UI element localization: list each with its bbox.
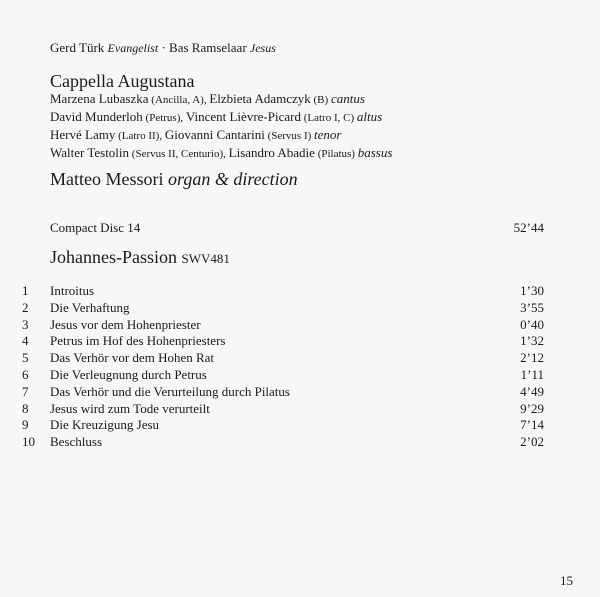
page-number: 15 xyxy=(560,573,573,588)
track-row xyxy=(22,283,544,300)
singer-evangelist: Gerd Türk xyxy=(50,40,105,55)
track-duration: 3’55 xyxy=(520,299,544,315)
track-row xyxy=(22,350,544,367)
role-note: (Pilatus) xyxy=(314,148,358,160)
track-title: Petrus im Hof des Hohenpriesters xyxy=(50,333,226,349)
track-duration: 7’14 xyxy=(520,417,544,433)
role-note: (Petrus), xyxy=(142,112,186,124)
member-row xyxy=(50,144,392,162)
track-row xyxy=(22,367,544,384)
singer-jesus: Bas Ramselaar xyxy=(169,40,247,55)
track-title: Die Kreuzigung Jesu xyxy=(50,417,160,433)
track-row xyxy=(22,317,544,334)
track-duration: 4’49 xyxy=(520,383,544,399)
disc-label: Compact Disc 14 xyxy=(50,220,141,235)
soloists-line xyxy=(50,39,276,57)
singer-name: Elzbieta Adamczyk xyxy=(209,91,311,106)
track-title: Beschluss xyxy=(50,434,102,450)
track-duration: 0’40 xyxy=(520,316,544,332)
work-title: Johannes-Passion xyxy=(50,247,177,267)
track-row xyxy=(22,300,544,317)
voice-part: bassus xyxy=(357,145,393,160)
voice-part: cantus xyxy=(330,91,365,106)
voice-part: tenor xyxy=(314,127,342,142)
singer-name: Giovanni Cantarini xyxy=(164,127,265,142)
track-title: Introitus xyxy=(50,283,95,298)
singer-name: Walter Testolin xyxy=(50,145,130,160)
track-title: Die Verleugnung durch Petrus xyxy=(50,366,207,382)
credits-separator: · xyxy=(161,40,166,55)
track-row xyxy=(22,434,544,451)
track-number: 7 xyxy=(22,383,29,399)
director-line xyxy=(50,168,298,190)
track-number: 8 xyxy=(22,400,29,416)
track-number: 10 xyxy=(22,434,35,450)
track-duration: 1’30 xyxy=(520,283,544,298)
track-row xyxy=(22,384,544,401)
track-duration: 2’02 xyxy=(520,434,544,450)
track-number: 4 xyxy=(22,333,29,349)
track-row xyxy=(22,333,544,350)
track-row xyxy=(22,401,544,418)
role-note: (Servus I) xyxy=(264,130,315,142)
ensemble-name: Cappella Augustana xyxy=(50,71,195,91)
singer-name: Marzena Lubaszka xyxy=(50,91,149,106)
track-title: Die Verhaftung xyxy=(50,299,130,315)
track-number: 3 xyxy=(22,316,29,332)
singer-name: David Munderloh xyxy=(50,109,143,124)
track-number: 9 xyxy=(22,417,29,433)
track-title: Das Verhör vor dem Hohen Rat xyxy=(50,350,215,366)
role-note: (B) xyxy=(310,94,331,106)
role-note: (Latro I, C) xyxy=(300,112,357,124)
director-name: Matteo Messori xyxy=(50,169,164,189)
track-duration: 1’32 xyxy=(520,333,544,349)
track-row xyxy=(22,417,544,434)
track-number: 5 xyxy=(22,350,29,366)
member-row xyxy=(50,108,392,126)
track-title: Das Verhör und die Verurteilung durch Pilatus xyxy=(50,383,290,399)
track-title: Jesus wird zum Tode verurteilt xyxy=(50,400,210,416)
member-row xyxy=(50,126,392,144)
track-title: Jesus vor dem Hohenpriester xyxy=(50,316,201,332)
work-catalogue: SWV481 xyxy=(181,251,230,266)
track-duration: 1’11 xyxy=(520,366,544,382)
role-note: (Ancilla, A), xyxy=(148,94,210,106)
role-note: (Servus II, Centurio), xyxy=(129,148,229,160)
work-title-line xyxy=(50,246,230,270)
singer-name: Vincent Lièvre-Picard xyxy=(185,109,301,124)
track-number: 6 xyxy=(22,366,29,382)
role-jesus: Jesus xyxy=(249,41,276,55)
singer-name: Hervé Lamy xyxy=(50,127,116,142)
singer-name: Lisandro Abadie xyxy=(228,145,315,160)
track-number: 2 xyxy=(22,299,29,315)
track-number: 1 xyxy=(22,283,29,298)
role-evangelist: Evangelist xyxy=(107,41,159,55)
track-duration: 2’12 xyxy=(520,350,544,366)
role-note: (Latro II), xyxy=(115,130,165,142)
ensemble-members xyxy=(50,90,392,162)
track-list xyxy=(22,283,544,451)
voice-part: altus xyxy=(356,109,383,124)
member-row xyxy=(50,90,392,108)
disc-total-time: 52’44 xyxy=(513,220,544,235)
director-role: organ & direction xyxy=(167,169,298,189)
track-duration: 9’29 xyxy=(520,400,544,416)
